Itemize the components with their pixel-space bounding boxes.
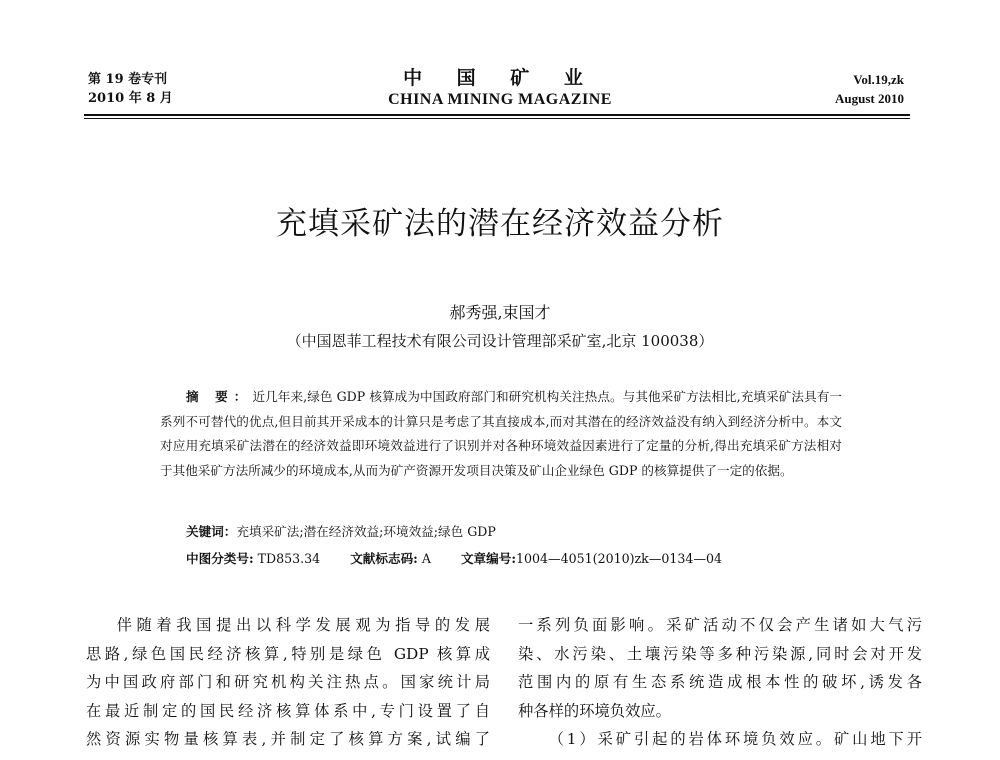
publication-date: August 2010	[835, 91, 904, 106]
body-line: 然资源实物量核算表,并制定了核算方案,试编了	[86, 730, 490, 748]
doc-code-label: 文献标志码:	[350, 551, 418, 566]
author-affiliation: （中国恩菲工程技术有限公司设计管理部采矿室,北京 100038）	[286, 332, 714, 350]
body-line: （1）采矿引起的岩体环境负效应。矿山地下开	[548, 730, 922, 748]
body-line: 种各样的环境负效应。	[518, 701, 671, 720]
article-number-label: 文章编号:	[460, 551, 516, 566]
abstract-text: 近几年来,绿色 GDP 核算成为中国政府部门和研究机构关注热点。与其他采矿方法相比,充填采矿法具有一系列不可替代的优点,但目前其开采成本的计算只是考虑了其直接成本,而对其潜在的经济效益没有纳入到经济分析中。本文对应用充填采矿法潜在的经济效益即环境效益进行了识别并对各种环境效益因素进行了定量的分析,得出充填采矿方法相对于其他采矿方法所减少的环境成本,从而为矿产资源开发项目决策及矿山企业绿色 GDP 的核算提供了一定的依据。	[160, 389, 842, 478]
body-line: 范围内的原有生态系统造成根本性的破坏,诱发各	[518, 673, 922, 691]
body-line: 为中国政府部门和研究机构关注热点。国家统计局	[86, 673, 490, 691]
abstract-label: 摘 要：	[186, 389, 253, 404]
body-line: 一系列负面影响。采矿活动不仅会产生诸如大气污	[518, 616, 922, 634]
doc-code-value: A	[417, 551, 431, 566]
keywords-text: 充填采矿法;潜在经济效益;环境效益;绿色 GDP	[236, 524, 496, 539]
article-number-value: 1004—4051(2010)zk—0134—04	[515, 551, 723, 566]
journal-masthead	[330, 66, 670, 110]
header-rule-thin	[84, 118, 910, 119]
abstract	[160, 385, 842, 483]
issue-date: 2010 年 8 月	[88, 91, 173, 106]
keywords-label: 关键词：	[186, 524, 237, 539]
volume-info	[835, 70, 904, 108]
body-left-column	[86, 611, 490, 754]
journal-name-chinese: 中 国 矿 业	[403, 67, 597, 89]
issue-volume: 第 19 卷专刊	[88, 72, 168, 87]
keywords	[186, 521, 496, 543]
article-authors: 郝秀强,束国才	[449, 303, 551, 322]
body-line: 伴随着我国提出以科学发展观为指导的发展	[116, 616, 490, 634]
clc-value: TD853.34	[253, 551, 321, 566]
volume-number: Vol.19,zk	[853, 72, 904, 87]
body-line: 在最近制定的国民经济核算体系中,专门设置了自	[86, 701, 490, 720]
clc-label: 中图分类号:	[186, 551, 254, 566]
classification-line	[186, 548, 722, 570]
body-line: 思路,绿色国民经济核算,特别是绿色 GDP 核算成	[86, 644, 490, 663]
issue-info	[88, 70, 173, 108]
article-title: 充填采矿法的潜在经济效益分析	[276, 206, 724, 242]
journal-name-english: CHINA MINING MAGAZINE	[388, 91, 612, 108]
body-line: 染、水污染、土壤污染等多种污染源,同时会对开发	[518, 644, 922, 663]
header-rule-thick	[84, 114, 910, 116]
body-right-column	[518, 611, 922, 754]
